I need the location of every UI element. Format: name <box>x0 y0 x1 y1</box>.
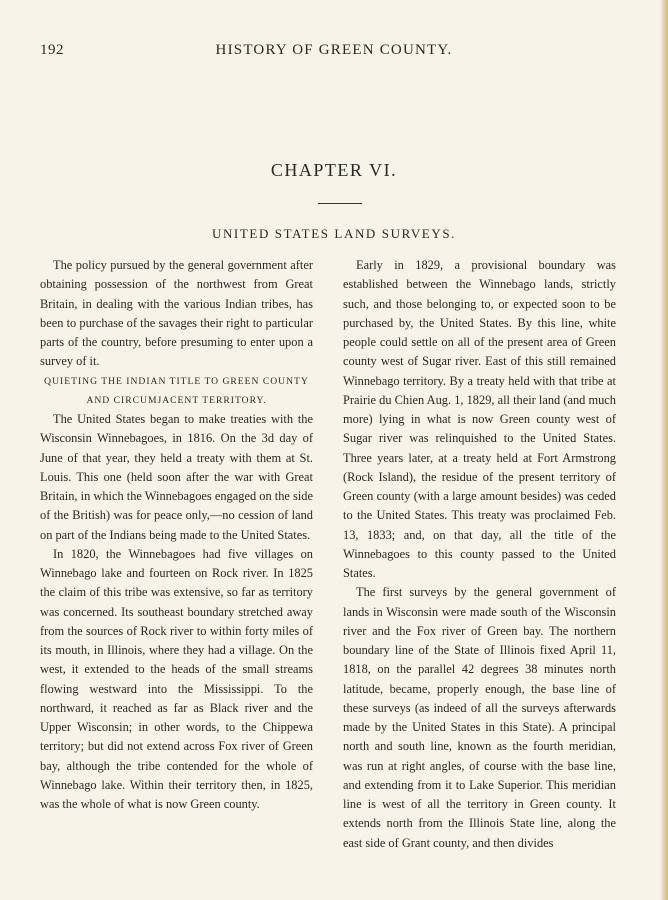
chapter-title: CHAPTER VI. <box>270 160 398 180</box>
paragraph: The United States began to make treaties with the Wisconsin Winnebagoes, in 1816. On the 3d day of June of that year, they held a treaty with them at St. Louis. This one (held soon after the war with Great Britain, in which the Winnebagoes engaged on the side of the British) was for peace only,—no cession of land on part of the Indians being made to the United States. <box>40 412 313 542</box>
page-edge <box>660 0 668 900</box>
title-rule <box>318 203 362 204</box>
page-header <box>0 42 668 62</box>
right-column <box>343 256 616 853</box>
paragraph: The policy pursued by the general government after obtaining possession of the northwest from Great Britain, in dealing with the various Indian tribes, has been to purchase of the savages their right to particular parts of the country, before presuming to enter upon a survey of it. <box>40 258 313 369</box>
subheading-line: QUIETING THE INDIAN TITLE TO GREEN COUNTY <box>44 375 309 387</box>
section-title: UNITED STATES LAND SURVEYS. <box>211 226 457 241</box>
paragraph: The first surveys by the general government of lands in Wisconsin were made south of the Wisconsin river and the Fox river of Green bay. The northern boundary line of the State of Illinois fixed April 11, 1818, on the parallel 42 degrees 38 minutes north latitude, became, properly enough, the base line of these surveys (as indeed of all the surveys afterwards made by the United States in this State). A principal north and south line, known as the fourth meridian, was run at right angles, of course with the base line, and extending from it to Lake Superior. This meridian line is west of all the territory in Green county. It extends north from the Illinois State line, along the east side of Grant county, and then divides <box>343 585 616 850</box>
paragraph: In 1820, the Winnebagoes had five villages on Winnebago lake and fourteen on Rock river. In 1825 the claim of this tribe was extensive, so far as territory was concerned. Its southeast boundary stretched away from the sources of Rock river to within forty miles of its mouth, in Illinois, where they had a village. On the west, it extended to the heads of the small streams flowing westward into the Mississippi. To the northward, it reached as far as Black river and the Upper Wisconsin; in other words, to the Chippewa territory; but did not extend across Fox river of Green bay, although the tribe contended for the whole of Winnebago lake. Within their territory then, in 1825, was the whole of what is now Green county. <box>40 546 313 811</box>
subheading <box>40 372 313 411</box>
running-title: HISTORY OF GREEN COUNTY. <box>215 42 453 58</box>
left-column <box>40 256 313 814</box>
subheading-line: AND CIRCUMJACENT TERRITORY. <box>86 394 267 406</box>
paragraph: Early in 1829, a provisional boundary was established between the Winnebago lands, strictly such, and those belonging to, or expected soon to be purchased by, the United States. By this line, white people could settle on all of the present area of Green county west of Sugar river. East of this still remained Winnebago territory. By a treaty held with that tribe at Prairie du Chien Aug. 1, 1829, all their land (and much more) lying in what is now Green county west of Sugar river was relinquished to the United States. Three years later, at a treaty held at Fort Armstrong (Rock Island), the residue of the present territory of Green county (with a large amount besides) was ceded to the United States. This treaty was proclaimed Feb. 13, 1833; and, on that day, all the title of the Winnebagoes to this county passed to the United States. <box>343 258 616 580</box>
page-number: 192 <box>40 42 64 58</box>
